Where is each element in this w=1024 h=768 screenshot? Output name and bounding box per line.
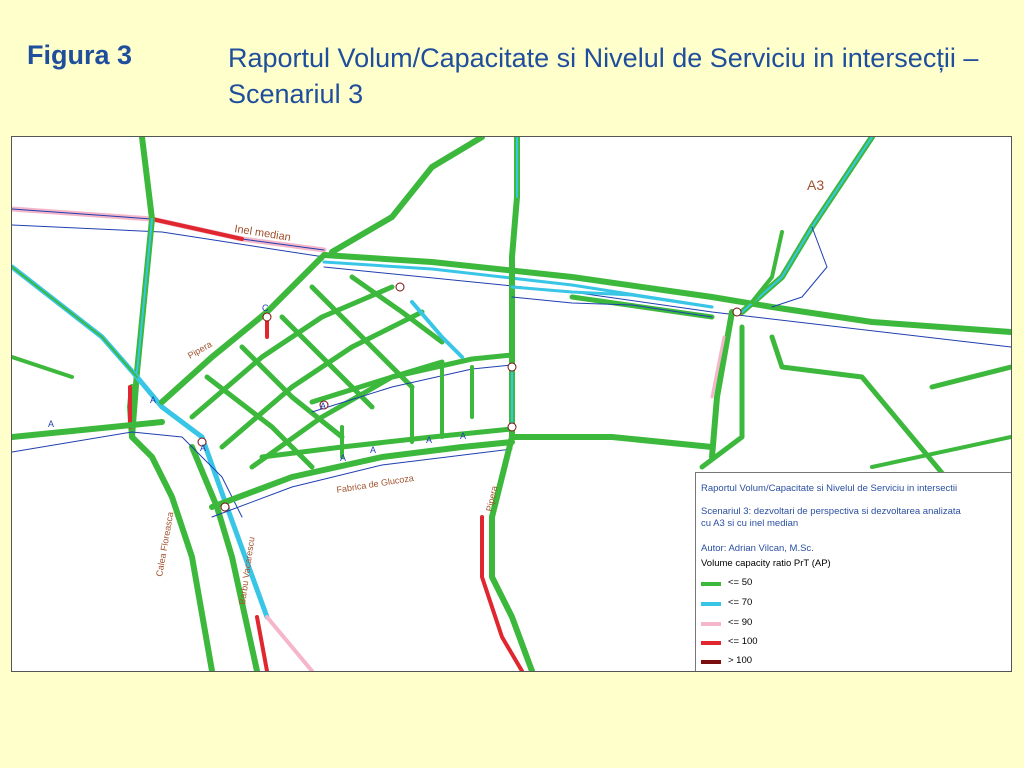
legend-label-le100: <= 100: [728, 636, 758, 647]
map-frame: [11, 136, 1012, 672]
los-marker: A: [48, 419, 55, 429]
label-fabrica: Fabrica de Glucoza: [335, 472, 415, 495]
los-marker: A: [340, 453, 347, 463]
legend-label-le90: <= 90: [728, 617, 753, 628]
los-marker: A: [426, 435, 433, 445]
legend-swatch-le90: [701, 622, 721, 626]
los-marker: C: [262, 303, 269, 313]
legend-swatch-le50: [701, 582, 721, 586]
los-marker: A: [200, 443, 207, 453]
los-marker: A: [320, 401, 327, 411]
los-marker: A: [460, 431, 467, 441]
legend-label-le70: <= 70: [728, 597, 753, 608]
legend-swatch-le70: [701, 602, 721, 606]
label-calea-floreasca: Calea Floreasca: [154, 511, 176, 578]
map-legend: [695, 472, 1012, 672]
legend-scenario-2: cu A3 si cu inel median: [701, 518, 799, 529]
road-pipera-right: [492, 257, 532, 671]
los-marker: A: [150, 395, 157, 405]
legend-label-gt100: > 100: [728, 655, 753, 666]
figure-title: Raportul Volum/Capacitate si Nivelul de Serviciu in intersecții – Scenariul 3: [228, 43, 979, 109]
road-fabrica-glucoza: [212, 442, 512, 507]
label-a3: A3: [807, 177, 825, 193]
label-inel-median: Inel median: [233, 223, 292, 244]
label-pipera-left: Pipera: [186, 339, 214, 361]
road-a3: [742, 137, 872, 312]
legend-title: Raportul Volum/Capacitate si Nivelul de Serviciu in intersectii: [701, 483, 958, 494]
legend-author: Autor: Adrian Vilcan, M.Sc.: [701, 543, 814, 554]
legend-swatch-gt100: [701, 660, 721, 664]
figure-label: Figura 3: [27, 40, 133, 70]
label-barbu: Barbu Vacarescu: [237, 536, 257, 606]
legend-subtitle: Volume capacity ratio PrT (AP): [701, 558, 831, 569]
legend-label-le50: <= 50: [728, 577, 753, 588]
legend-swatch-le100: [701, 641, 721, 645]
legend-scenario-1: Scenariul 3: dezvoltari de perspectiva si dezvoltarea analizata: [701, 506, 961, 517]
label-pipera-right: Pipera: [484, 484, 500, 513]
los-marker: A: [370, 445, 377, 455]
